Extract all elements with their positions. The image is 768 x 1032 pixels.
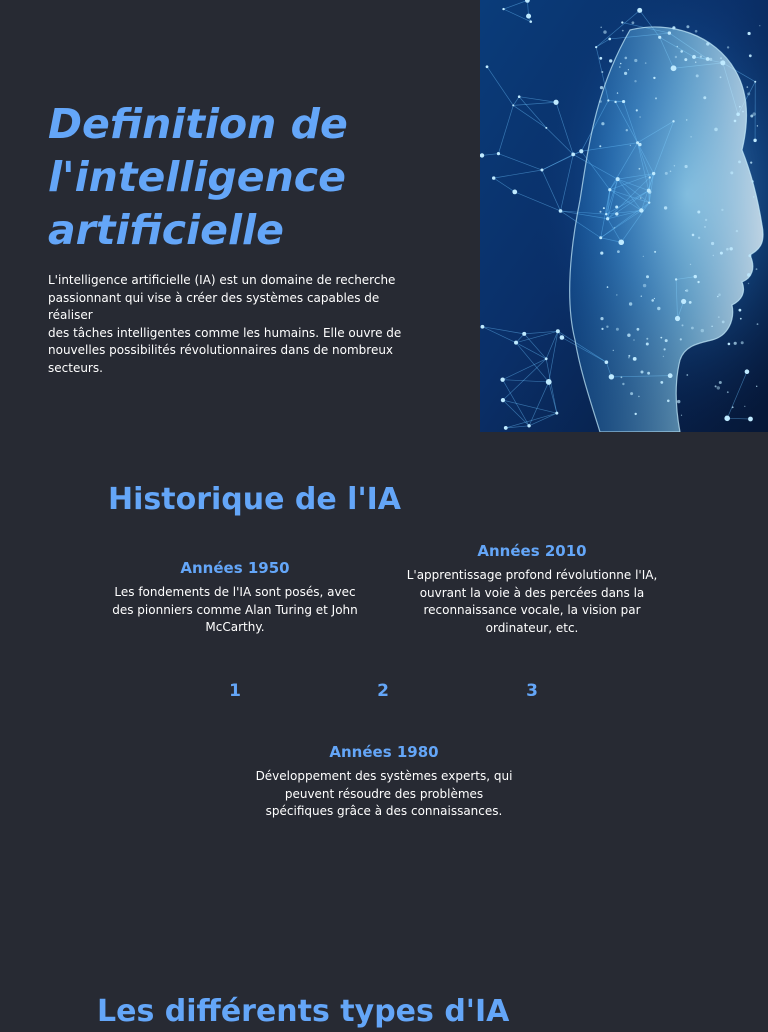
ai-head-illustration	[480, 0, 768, 432]
face-particle	[725, 416, 726, 417]
history-section-title: Historique de l'IA	[108, 480, 401, 520]
network-node	[529, 20, 532, 23]
face-particle	[695, 62, 696, 63]
network-node	[633, 357, 637, 361]
network-node	[579, 149, 583, 153]
face-particle	[747, 92, 750, 95]
face-particle	[630, 145, 631, 146]
face-particle	[645, 62, 647, 64]
network-node	[706, 57, 710, 61]
network-node	[497, 152, 500, 155]
face-particle	[726, 248, 729, 251]
network-node	[668, 31, 671, 34]
face-particle	[635, 413, 637, 415]
face-particle	[672, 26, 675, 29]
face-particle	[660, 337, 662, 339]
face-particle	[720, 252, 723, 255]
face-particle	[601, 122, 604, 125]
network-node	[500, 377, 504, 381]
face-particle	[600, 211, 602, 213]
face-particle	[615, 206, 618, 209]
face-particle	[616, 328, 619, 331]
face-particle	[717, 296, 719, 298]
timeline-step-2: 2	[363, 680, 403, 702]
network-node	[518, 95, 521, 98]
network-node	[637, 8, 642, 13]
face-particle	[690, 264, 691, 265]
face-particle	[634, 59, 637, 62]
network-node	[754, 81, 756, 83]
network-node	[560, 335, 565, 340]
face-particle	[697, 211, 700, 214]
network-node	[606, 217, 609, 220]
face-particle	[647, 372, 650, 375]
face-particle	[705, 219, 707, 221]
network-node	[614, 101, 616, 103]
face-particle	[622, 383, 624, 385]
face-particle	[616, 294, 618, 296]
face-particle	[680, 50, 683, 53]
network-node	[540, 169, 543, 172]
face-particle	[747, 86, 749, 88]
network-node	[675, 278, 677, 280]
network-node	[556, 329, 560, 333]
timeline-step-1: 1	[215, 680, 255, 702]
network-node	[720, 60, 725, 65]
timeline-event-1950	[108, 558, 362, 637]
network-node	[553, 100, 558, 105]
network-node	[545, 357, 548, 360]
face-particle	[657, 307, 660, 310]
face-particle	[741, 341, 744, 344]
network-node	[618, 239, 624, 245]
face-particle	[670, 171, 672, 173]
network-node	[526, 14, 531, 19]
network-node	[736, 112, 740, 116]
face-particle	[653, 77, 655, 79]
face-particle	[664, 348, 666, 350]
event-year: Années 1980	[253, 742, 515, 762]
face-particle	[721, 209, 723, 211]
face-particle	[734, 120, 737, 123]
face-particle	[722, 321, 725, 324]
face-particle	[641, 371, 644, 374]
intro-paragraph: L'intelligence artificielle (IA) est un domaine de recherche passionnant qui vise à créer des systèmes capables de réaliser des tâches intelligentes comme les humains. Elle ouvre de nouvelles possibilités révolutionnaires dans de nombreux secteurs.	[48, 272, 424, 378]
face-particle	[739, 309, 742, 312]
face-particle	[654, 298, 655, 299]
face-particle	[603, 30, 606, 33]
network-node	[546, 379, 552, 385]
face-particle	[665, 172, 668, 175]
network-node	[522, 332, 526, 336]
face-particle	[718, 316, 720, 318]
face-particle	[742, 111, 744, 113]
face-particle	[628, 69, 629, 70]
face-particle	[646, 343, 649, 346]
face-particle	[713, 255, 714, 256]
face-particle	[664, 206, 667, 209]
face-particle	[663, 356, 664, 357]
network-node	[502, 8, 504, 10]
face-particle	[748, 283, 749, 284]
network-node	[672, 120, 674, 122]
event-description: L'apprentissage profond révolutionne l'IA, ouvrant la voie à des percées dans la reconnaissance vocale, la vision par ordinateur, etc.	[405, 567, 659, 637]
network-node	[748, 417, 753, 422]
face-particle	[634, 80, 636, 82]
face-particle	[689, 301, 692, 304]
face-particle	[655, 97, 657, 99]
face-particle	[734, 342, 737, 345]
face-particle	[599, 145, 601, 147]
face-particle	[757, 125, 758, 126]
face-particle	[681, 415, 682, 416]
face-particle	[728, 343, 731, 346]
network-node	[599, 236, 602, 239]
types-section-title: Les différents types d'IA	[97, 992, 509, 1032]
face-particle	[674, 165, 675, 166]
face-particle	[692, 234, 695, 237]
network-node	[480, 153, 484, 157]
network-node	[605, 213, 607, 215]
network-node	[658, 36, 661, 39]
face-particle	[691, 327, 694, 330]
face-particle	[684, 58, 687, 61]
face-particle	[633, 339, 635, 341]
network-node	[512, 190, 517, 195]
face-particle	[736, 230, 738, 232]
face-particle	[617, 250, 620, 253]
face-particle	[628, 357, 630, 359]
event-description: Développement des systèmes experts, qui peuvent résoudre des problèmes spécifiques grâce à des connaissances.	[253, 768, 515, 821]
face-particle	[749, 54, 752, 57]
face-particle	[667, 400, 670, 403]
network-node	[622, 100, 625, 103]
network-node	[753, 139, 756, 142]
face-particle	[686, 119, 688, 121]
face-particle	[651, 299, 654, 302]
face-particle	[738, 161, 741, 164]
face-particle	[690, 136, 692, 138]
face-particle	[601, 71, 603, 73]
face-particle	[715, 385, 717, 387]
face-particle	[639, 168, 641, 170]
event-year: Années 1950	[108, 558, 362, 578]
face-particle	[648, 190, 651, 193]
face-particle	[677, 46, 678, 47]
ai-head-image	[480, 0, 768, 432]
face-particle	[685, 165, 688, 168]
face-particle	[619, 66, 621, 68]
face-particle	[711, 242, 714, 245]
network-node	[652, 172, 655, 175]
face-particle	[600, 86, 603, 89]
face-particle	[677, 400, 680, 403]
network-node	[675, 316, 680, 321]
network-node	[692, 55, 696, 59]
network-node	[527, 424, 530, 427]
network-node	[694, 275, 697, 278]
network-node	[501, 398, 505, 402]
face-particle	[626, 129, 628, 131]
face-particle	[599, 100, 602, 103]
face-particle	[625, 57, 628, 60]
network-node	[745, 369, 750, 374]
face-particle	[640, 197, 642, 199]
face-particle	[643, 284, 646, 287]
network-node	[545, 127, 547, 129]
face-particle	[606, 326, 608, 328]
face-particle	[665, 339, 668, 342]
face-particle	[718, 293, 721, 296]
network-node	[668, 373, 673, 378]
face-particle	[629, 302, 632, 305]
network-node	[608, 38, 611, 41]
face-particle	[627, 334, 630, 337]
network-node	[605, 360, 609, 364]
network-node	[607, 99, 609, 101]
face-particle	[711, 326, 712, 327]
face-particle	[643, 256, 644, 257]
face-particle	[686, 289, 689, 292]
network-node	[512, 104, 514, 106]
face-particle	[753, 196, 755, 198]
face-particle	[600, 252, 603, 255]
network-node	[571, 153, 575, 157]
network-node	[616, 177, 620, 181]
face-particle	[719, 381, 722, 384]
face-particle	[686, 25, 689, 28]
network-node	[514, 341, 518, 345]
face-particle	[615, 212, 618, 215]
face-particle	[753, 112, 756, 115]
face-particle	[748, 32, 751, 35]
face-particle	[622, 30, 624, 32]
face-particle	[704, 226, 706, 228]
face-particle	[730, 247, 733, 250]
page-title: Definition de l'intelligence artificielle	[48, 98, 468, 257]
face-particle	[747, 273, 751, 277]
face-particle	[695, 30, 698, 33]
face-particle	[636, 109, 638, 111]
face-particle	[740, 318, 742, 320]
face-particle	[614, 227, 616, 229]
face-particle	[638, 396, 640, 398]
face-particle	[646, 275, 649, 278]
face-particle	[620, 63, 622, 65]
face-particle	[717, 386, 720, 389]
face-particle	[709, 58, 712, 61]
face-particle	[599, 57, 602, 60]
face-particle	[701, 329, 704, 332]
network-node	[697, 281, 699, 283]
face-particle	[654, 251, 656, 253]
face-particle	[727, 46, 729, 48]
face-particle	[756, 386, 757, 387]
face-particle	[601, 328, 603, 330]
face-particle	[686, 374, 688, 376]
face-particle	[751, 180, 753, 182]
event-description: Les fondements de l'IA sont posés, avec des pionniers comme Alan Turing et John McCarthy.	[108, 584, 362, 637]
network-node	[609, 374, 614, 379]
face-particle	[720, 61, 721, 62]
face-particle	[700, 56, 702, 58]
face-particle	[630, 392, 633, 395]
face-particle	[607, 286, 609, 288]
face-particle	[660, 381, 663, 384]
network-node	[555, 412, 558, 415]
face-particle	[639, 116, 641, 118]
network-node	[648, 201, 650, 203]
face-particle	[617, 92, 618, 93]
network-node	[649, 176, 651, 178]
face-particle	[609, 59, 612, 62]
network-node	[621, 21, 623, 23]
face-particle	[759, 25, 760, 26]
timeline-event-2010	[405, 541, 659, 637]
timeline-event-1980	[253, 742, 515, 821]
network-node	[608, 188, 611, 191]
face-particle	[756, 268, 758, 270]
face-particle	[646, 338, 648, 340]
timeline-step-3: 3	[512, 680, 552, 702]
network-node	[486, 65, 489, 68]
network-node	[681, 299, 686, 304]
face-particle	[698, 237, 700, 239]
face-particle	[621, 376, 623, 378]
face-particle	[720, 57, 722, 59]
face-particle	[600, 317, 603, 320]
network-node	[492, 176, 495, 179]
face-particle	[603, 207, 605, 209]
face-particle	[624, 72, 627, 75]
network-node	[671, 65, 677, 71]
face-particle	[706, 42, 709, 45]
network-node	[595, 46, 597, 48]
face-particle	[727, 391, 729, 393]
network-node	[639, 208, 643, 212]
network-node	[504, 426, 508, 430]
face-particle	[638, 143, 641, 146]
face-particle	[675, 56, 677, 58]
face-particle	[714, 128, 718, 132]
network-node	[724, 416, 730, 422]
face-particle	[637, 328, 640, 331]
face-particle	[703, 96, 706, 99]
face-particle	[641, 296, 642, 297]
event-year: Années 2010	[405, 541, 659, 561]
network-node	[559, 209, 563, 213]
face-particle	[600, 27, 602, 29]
face-particle	[632, 21, 635, 24]
face-particle	[680, 338, 682, 340]
face-particle	[744, 406, 745, 407]
face-particle	[682, 324, 684, 326]
face-particle	[613, 350, 614, 351]
face-particle	[757, 323, 759, 325]
face-particle	[739, 106, 741, 108]
face-particle	[750, 162, 752, 164]
face-particle	[720, 76, 722, 78]
network-node	[481, 325, 485, 329]
face-particle	[730, 171, 733, 174]
face-particle	[748, 254, 751, 257]
face-particle	[696, 74, 699, 77]
face-particle	[628, 355, 630, 357]
face-particle	[732, 406, 734, 408]
